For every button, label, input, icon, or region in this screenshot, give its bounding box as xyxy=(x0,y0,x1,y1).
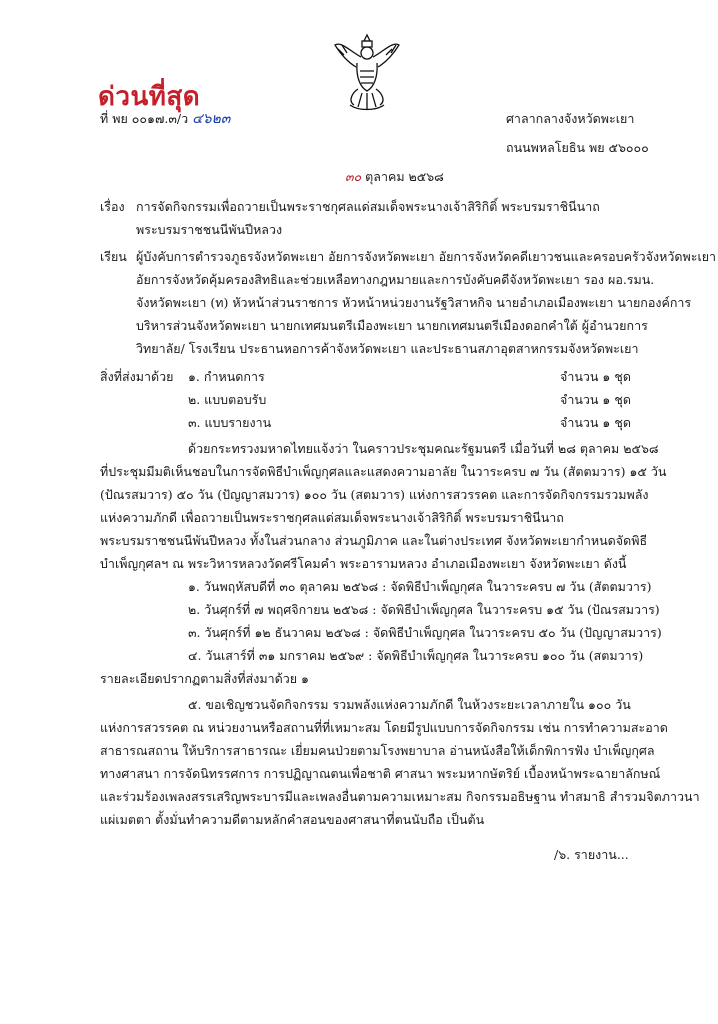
recipient-line: วิทยาลัย/ โรงเรียน ประธานหอการค้าจังหวัดพะเยา และประธานสภาอุตสาหกรรมจังหวัดพะเยา xyxy=(136,341,639,356)
continuation-marker: /๖. รายงาน... xyxy=(554,847,629,862)
body-paragraph-line: แห่งความภักดี เพื่อถวายเป็นพระราชกุศลแด่สมเด็จพระนางเจ้าสิริกิติ์ พระบรมราชินีนาถ xyxy=(100,510,564,525)
enclosures-label: สิ่งที่ส่งมาด้วย xyxy=(100,369,174,384)
reference-prefix: ที่ พย ๐๐๑๗.๓/ว xyxy=(100,111,189,126)
body-paragraph-line: สาธารณสถาน ให้บริการสาธารณะ เยี่ยมคนป่วยตามโรงพยาบาล อ่านหนังสือให้เด็กพิการฟัง บำเพ็ญกุศล xyxy=(100,743,655,758)
subject-line: การจัดกิจกรรมเพื่อถวายเป็นพระราชกุศลแด่สมเด็จพระนางเจ้าสิริกิติ์ พระบรมราชินีนาถ xyxy=(136,199,600,214)
document-date xyxy=(345,169,444,185)
recipient-label: เรียน xyxy=(100,249,127,264)
body-paragraph-line: บำเพ็ญกุศลฯ ณ พระวิหารหลวงวัดศรีโคมคำ พระอารามหลวง อำเภอเมืองพะเยา จังหวัดพะเยา ดังนี้ xyxy=(100,556,627,571)
enclosure-amount: จำนวน ๑ ชุด xyxy=(560,369,631,384)
subject-label: เรื่อง xyxy=(100,199,125,214)
schedule-item: ๓. วันศุกร์ที่ ๑๒ ธันวาคม ๒๕๖๘ : จัดพิธีบำเพ็ญกุศล ในวาระครบ ๕๐ วัน (ปัญญาสมวาร) xyxy=(188,625,662,640)
urgent-stamp: ด่วนที่สุด xyxy=(98,82,201,112)
enclosure-item: ๑. กำหนดการ xyxy=(188,369,265,384)
sender-address: ถนนพหลโยธิน พย ๕๖๐๐๐ xyxy=(506,140,649,155)
date-day: ๓๐ xyxy=(345,169,362,184)
body-paragraph-line: (ปัณรสมวาร) ๕๐ วัน (ปัญญาสมวาร) ๑๐๐ วัน (สตมวาร) แห่งการสวรรคต และการจัดกิจกรรมรวมพลัง xyxy=(100,487,649,502)
subject-line: พระบรมราชชนนีพันปีหลวง xyxy=(136,222,283,237)
recipient-line: จังหวัดพะเยา (ท) หัวหน้าส่วนราชการ หัวหน้าหน่วยงานรัฐวิสาหกิจ นายอำเภอเมืองพะเยา นายกองค์การ xyxy=(136,295,692,310)
body-paragraph-line: แห่งการสวรรคต ณ หน่วยงานหรือสถานที่ที่เหมาะสม โดยมีรูปแบบการจัดกิจกรรม เช่น การทำความสะอาด xyxy=(100,720,668,735)
body-paragraph-line: ๕. ขอเชิญชวนจัดกิจกรรม รวมพลังแห่งความภักดี ในห้วงระยะเวลาภายใน ๑๐๐ วัน xyxy=(188,697,631,712)
garuda-emblem-icon xyxy=(332,31,402,115)
reference-number xyxy=(100,111,230,127)
reference-handwritten-number: ๔๖๒๓ xyxy=(192,111,231,127)
schedule-item: ๒. วันศุกร์ที่ ๗ พฤศจิกายน ๒๕๖๘ : จัดพิธีบำเพ็ญกุศล ในวาระครบ ๑๕ วัน (ปัณรสมวาร) xyxy=(188,602,660,617)
enclosure-amount: จำนวน ๑ ชุด xyxy=(560,392,631,407)
body-paragraph-line: ที่ประชุมมีมติเห็นชอบในการจัดพิธีบำเพ็ญกุศลและแสดงความอาลัย ในวาระครบ ๗ วัน (สัตตมวาร) ๑๕ วัน xyxy=(100,464,667,479)
enclosure-item: ๒. แบบตอบรับ xyxy=(188,392,267,407)
date-month-year: ตุลาคม ๒๕๖๘ xyxy=(365,169,444,184)
body-paragraph-line: ด้วยกระทรวงมหาดไทยแจ้งว่า ในคราวประชุมคณะรัฐมนตรี เมื่อวันที่ ๒๘ ตุลาคม ๒๕๖๘ xyxy=(188,441,659,456)
body-paragraph-line: พระบรมราชชนนีพันปีหลวง ทั้งในส่วนกลาง ส่วนภูมิภาค และในต่างประเทศ จังหวัดพะเยากำหนดจัดพิธี xyxy=(100,533,648,548)
body-paragraph-line: ทางศาสนา การจัดนิทรรศการ การปฏิญาณตนเพื่อชาติ ศาสนา พระมหากษัตริย์ เบื้องหน้าพระฉายาลักษณ์ xyxy=(100,766,661,781)
recipient-line: อัยการจังหวัดคุ้มครองสิทธิและช่วยเหลือทางกฎหมายและการบังคับคดีจังหวัดพะเยา รอง ผอ.รมน. xyxy=(136,272,655,287)
recipient-line: บริหารส่วนจังหวัดพะเยา นายกเทศมนตรีเมืองพะเยา นายกเทศมนตรีเมืองดอกคำใต้ ผู้อำนวยการ xyxy=(136,318,648,333)
body-paragraph-line: แผ่เมตตา ตั้งมั่นทำความดีตามหลักคำสอนของศาสนาที่ตนนับถือ เป็นต้น xyxy=(100,812,485,827)
detail-reference: รายละเอียดปรากฏตามสิ่งที่ส่งมาด้วย ๑ xyxy=(100,671,309,686)
schedule-item: ๑. วันพฤหัสบดีที่ ๓๐ ตุลาคม ๒๕๖๘ : จัดพิธีบำเพ็ญกุศล ในวาระครบ ๗ วัน (สัตตมวาร) xyxy=(188,579,652,594)
recipient-line: ผู้บังคับการตำรวจภูธรจังหวัดพะเยา อัยการจังหวัดพะเยา อัยการจังหวัดคดีเยาวชนและครอบครัวจังหวัดพะเยา xyxy=(136,249,717,264)
schedule-item: ๔. วันเสาร์ที่ ๓๑ มกราคม ๒๕๖๙ : จัดพิธีบำเพ็ญกุศล ในวาระครบ ๑๐๐ วัน (สตมวาร) xyxy=(188,648,644,663)
enclosure-item: ๓. แบบรายงาน xyxy=(188,415,272,430)
sender-office: ศาลากลางจังหวัดพะเยา xyxy=(506,111,635,126)
body-paragraph-line: และร่วมร้องเพลงสรรเสริญพระบารมีและเพลงอื่นตามความเหมาะสม กิจกรรมอธิษฐาน ทำสมาธิ สำรวมจิตภาวนา xyxy=(100,789,700,804)
enclosure-amount: จำนวน ๑ ชุด xyxy=(560,415,631,430)
